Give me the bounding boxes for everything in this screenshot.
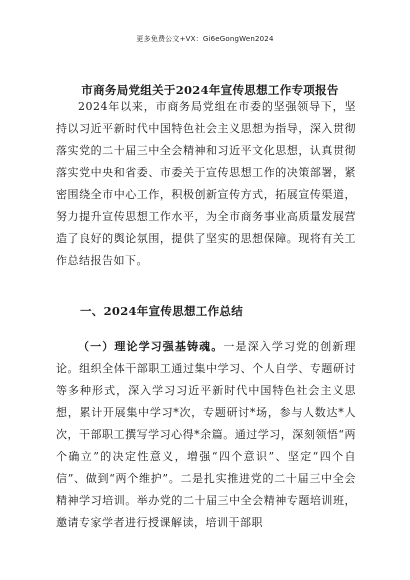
header-note: 更多免费公文+VX：Gi6eGongWen2024: [136, 35, 274, 43]
section-heading: 一、2024年宣传思想工作总结: [80, 304, 244, 318]
subsection-paragraph: [56, 336, 356, 572]
document-title: 市商务局党组关于2024年宣传思想工作专项报告: [81, 83, 339, 97]
subsection-lead: （一）理论学习强基铸魂。: [78, 340, 224, 353]
subsection-body: 一是深入学习党的创新理论。组织全体干部职工通过集中学习、个人自学、专题研讨等多种形式，深入学习习近平新时代中国特色社会主义思想，累计开展集中学习*次，专题研讨*场，参与人数达*人次，干部职工撰写学习心得*余篇。通过学习，深刻领悟“两个确立”的决定性意义，增强“四个意识”、坚定“四个自信”、做到“两个维护”。二是扎实推进党的二十届三中全会精神学习培训。举办党的二十届三中全会精神专题培训班，邀请专家学者进行授课解读，培训干部职: [56, 340, 356, 529]
intro-paragraph: 2024年以来，市商务局党组在市委的坚强领导下，坚持以习近平新时代中国特色社会主义思想为指导，深入贯彻落实党的二十届三中全会精神和习近平文化思想，认真贯彻落实党中央和省委、市委关于宣传思想工作的决策部署，紧密围绕全市中心工作，积极创新宣传方式，拓展宣传渠道，努力提升宣传思想工作水平，为全市商务事业高质量发展营造了良好的舆论氛围，提供了坚实的思想保障。现将有关工作总结报告如下。: [56, 100, 356, 267]
